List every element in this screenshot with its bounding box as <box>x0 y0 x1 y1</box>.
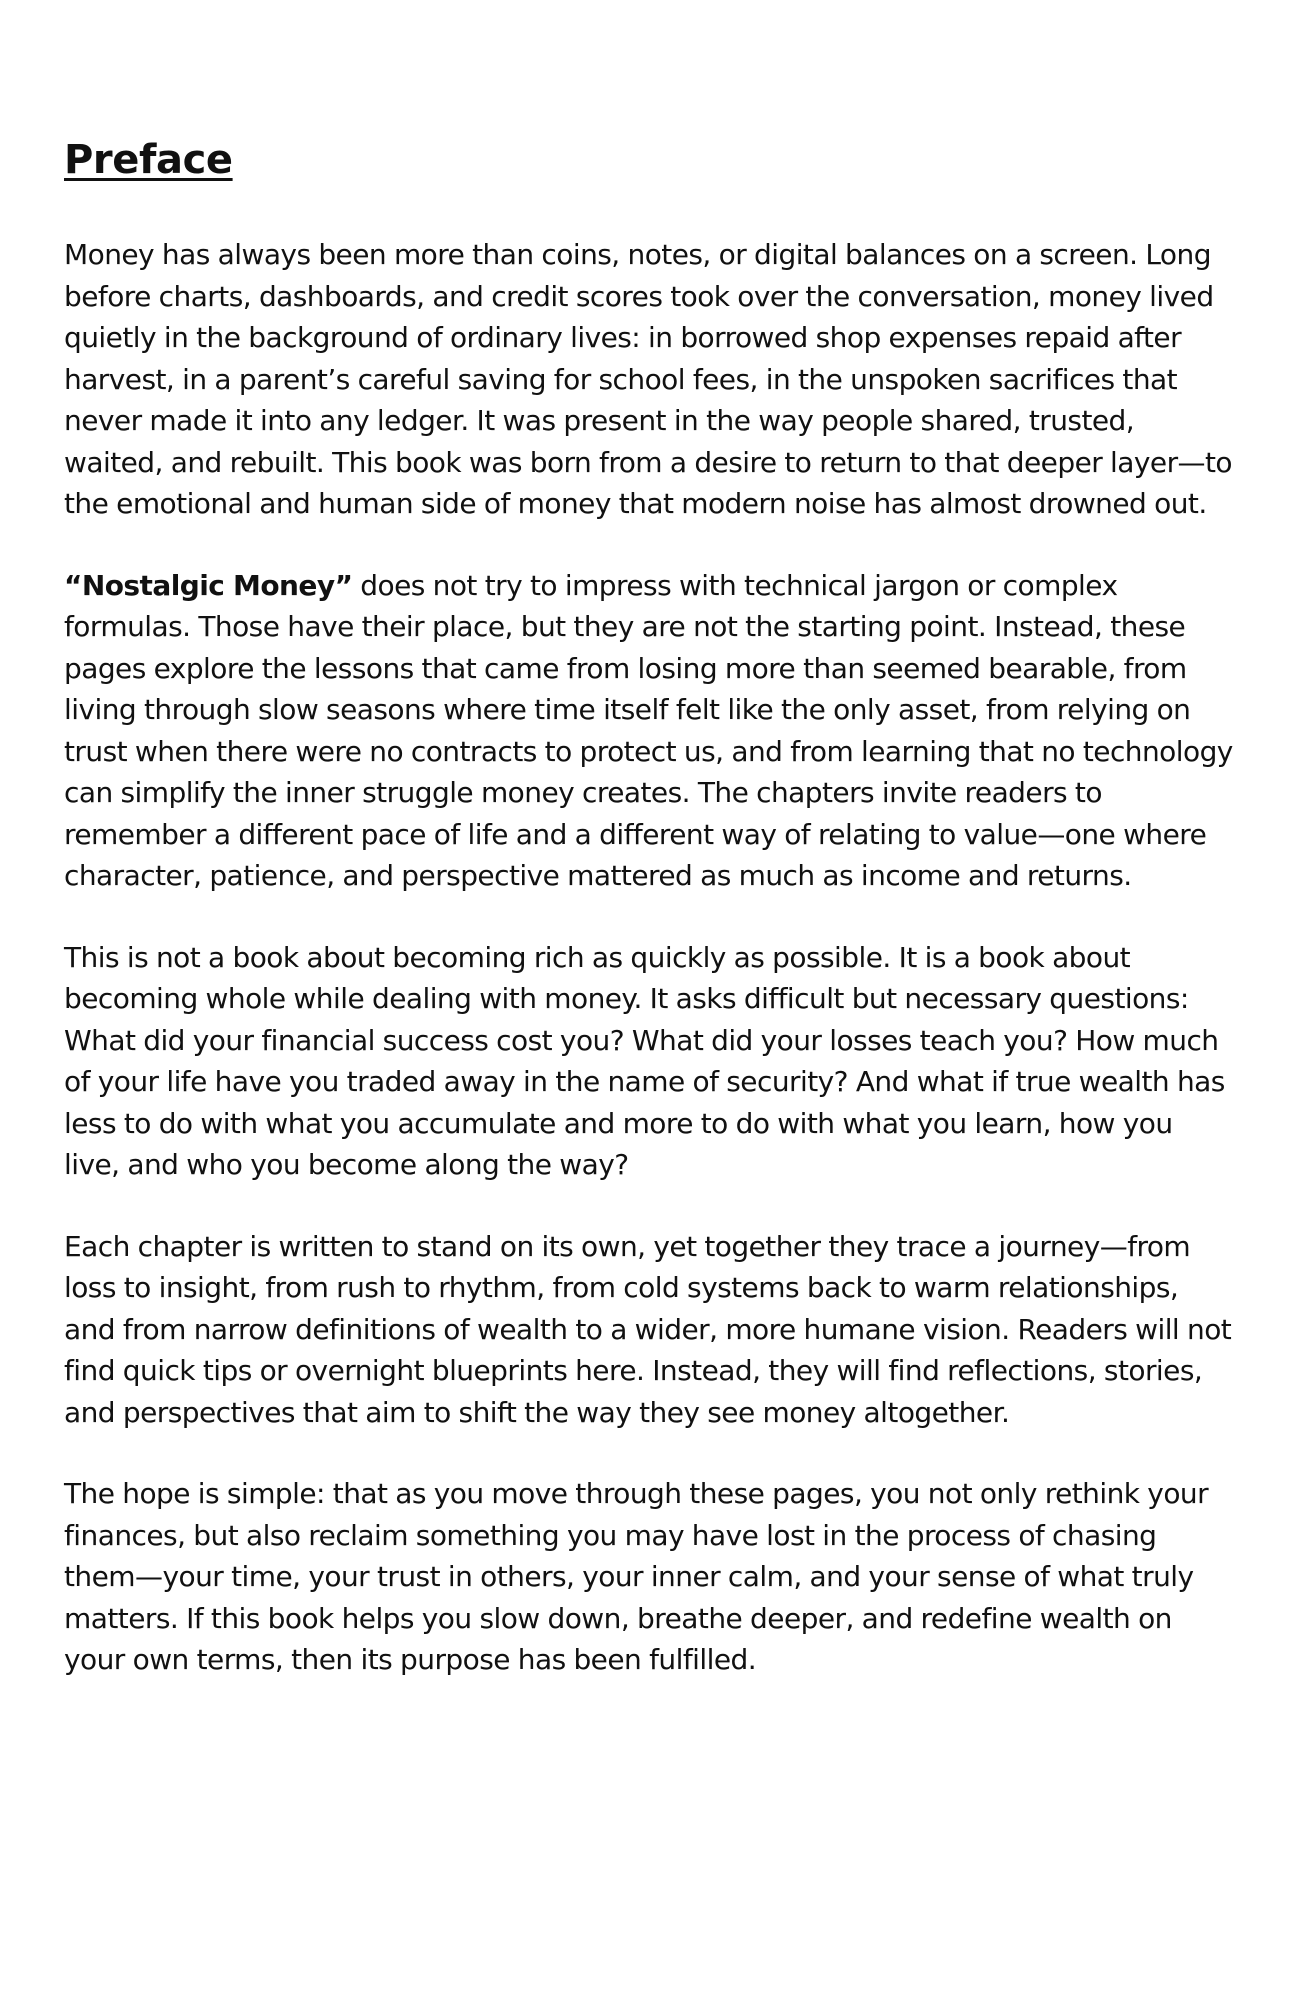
paragraph-5: The hope is simple: that as you move through these pages, you not only rethink your finances, but also reclaim something you may have lost in the process of chasing them—your time, your trust in others, your inner calm, and your sense of what truly matters. If this book helps you slow down, breathe deeper, and redefine wealth on your own terms, then its purpose has been fulfilled. <box>64 1477 1209 1676</box>
paragraph-2-text: does not try to impress with technical jargon or complex formulas. Those have their place, but they are not the starting point. Instead, these pages explore the lessons that came from losing more than seemed bearable, from living through slow seasons where time itself felt like the only asset, from relying on trust when there were no contracts to protect us, and from learning that no technology can simplify the inner struggle money creates. The chapters invite readers to remember a different pace of life and a different way of relating to value—one where character, patience, and perspective mattered as much as income and returns. <box>64 568 1233 892</box>
paragraph-1: Money has always been more than coins, notes, or digital balances on a screen. Long before charts, dashboards, and credit scores took over the conversation, money lived quietly in the background of ordinary lives: in borrowed shop expenses repaid after harvest, in a parent’s careful saving for school fees, in the unspoken sacrifices that never made it into any ledger. It was present in the way people shared, trusted, waited, and rebuilt. This book was born from a desire to return to that deeper layer—to the emotional and human side of money that modern noise has almost drowned out. <box>64 238 1233 520</box>
paragraph-4: Each chapter is written to stand on its own, yet together they trace a journey—from loss to insight, from rush to rhythm, from cold systems back to warm relationships, and from narrow definitions of wealth to a wider, more humane vision. Readers will not find quick tips or overnight blueprints here. Instead, they will find reflections, stories, and perspectives that aim to shift the way they see money altogether. <box>64 1229 1232 1429</box>
preface-section <box>64 136 1234 1721</box>
paragraph-2 <box>64 565 1234 897</box>
paragraph-3: This is not a book about becoming rich as quickly as possible. It is a book about becoming whole while dealing with money. It asks difficult but necessary questions: What did your financial success cost you? What did your losses teach you? How much of your life have you traded away in the name of security? And what if true wealth has less to do with what you accumulate and more to do with what you learn, how you live, and who you become along the way? <box>64 940 1225 1181</box>
book-title-bold: “Nostalgic Money” <box>64 568 353 602</box>
page-title: Preface <box>64 137 233 183</box>
